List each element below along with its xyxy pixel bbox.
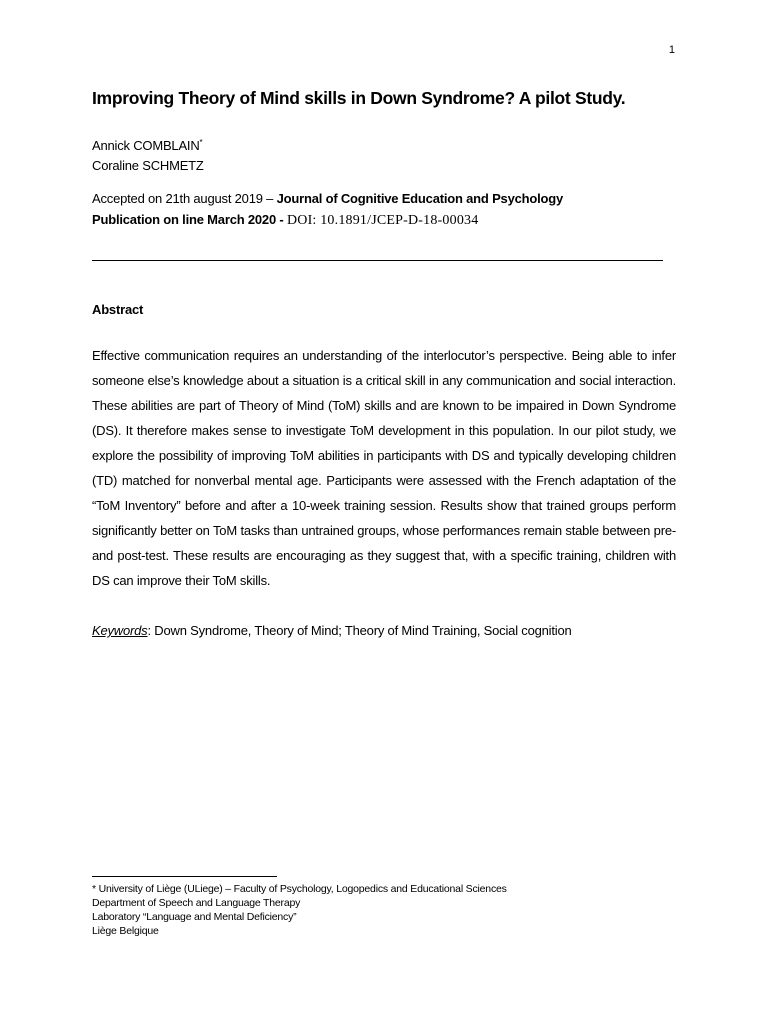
footnote-line: Department of Speech and Language Therapy [92,897,301,909]
author-list [92,133,204,176]
author-2 [92,156,204,176]
abstract-text: Effective communication requires an understanding of the interlocutor’s perspective. Being able to infer someone else’s knowledge about a situation is a critical skill in any communication and social interaction. These abilities are part of Theory of Mind (ToM) skills and are known to be impaired in Down Syndrome (DS). It therefore makes sense to investigate ToM development in this population. In our pilot study, we explore the possibility of improving ToM abilities in participants with DS and typically developing children (TD) matched for nonverbal mental age. Participants were assessed with the French adaptation of the “ToM Inventory” before and after a 10-week training session. Results show that trained groups perform significantly better on ToM tasks than untrained groups, whose performances remain stable between pre- and post-test. These results are encouraging as they suggest that, with a specific training, children with DS can improve their ToM skills. [92,348,676,588]
paper-title: Improving Theory of Mind skills in Down Syndrome? A pilot Study. [92,88,626,108]
footnote-separator [92,876,277,877]
author-name: Coraline SCHMETZ [92,158,204,173]
keywords-text: : Down Syndrome, Theory of Mind; Theory of Mind Training, Social cognition [147,623,572,638]
footnote-line: Liège Belgique [92,925,159,937]
accepted-date: Accepted on 21th august 2019 – [92,191,277,206]
keywords-label: Keywords [92,623,148,638]
keywords-line [92,623,572,638]
footnote [92,882,507,938]
separator-line [92,260,663,261]
publication-info [92,188,563,231]
footnote-line: * University of Liège (ULiege) – Faculty of Psychology, Logopedics and Educational Sciences [92,883,507,895]
doi: DOI: 10.1891/JCEP-D-18-00034 [286,213,479,228]
online-publication-line [92,209,563,231]
journal-name: Journal of Cognitive Education and Psychology [276,191,564,206]
author-1 [92,133,204,156]
page-number: 1 [668,44,675,56]
footnote-line: Laboratory “Language and Mental Deficiency” [92,911,297,923]
acceptance-line [92,188,563,209]
footnote-marker: * [199,138,203,147]
author-name: Annick COMBLAIN [92,138,200,153]
abstract-heading: Abstract [92,302,144,317]
online-publication-label: Publication on line March 2020 - [92,212,287,227]
